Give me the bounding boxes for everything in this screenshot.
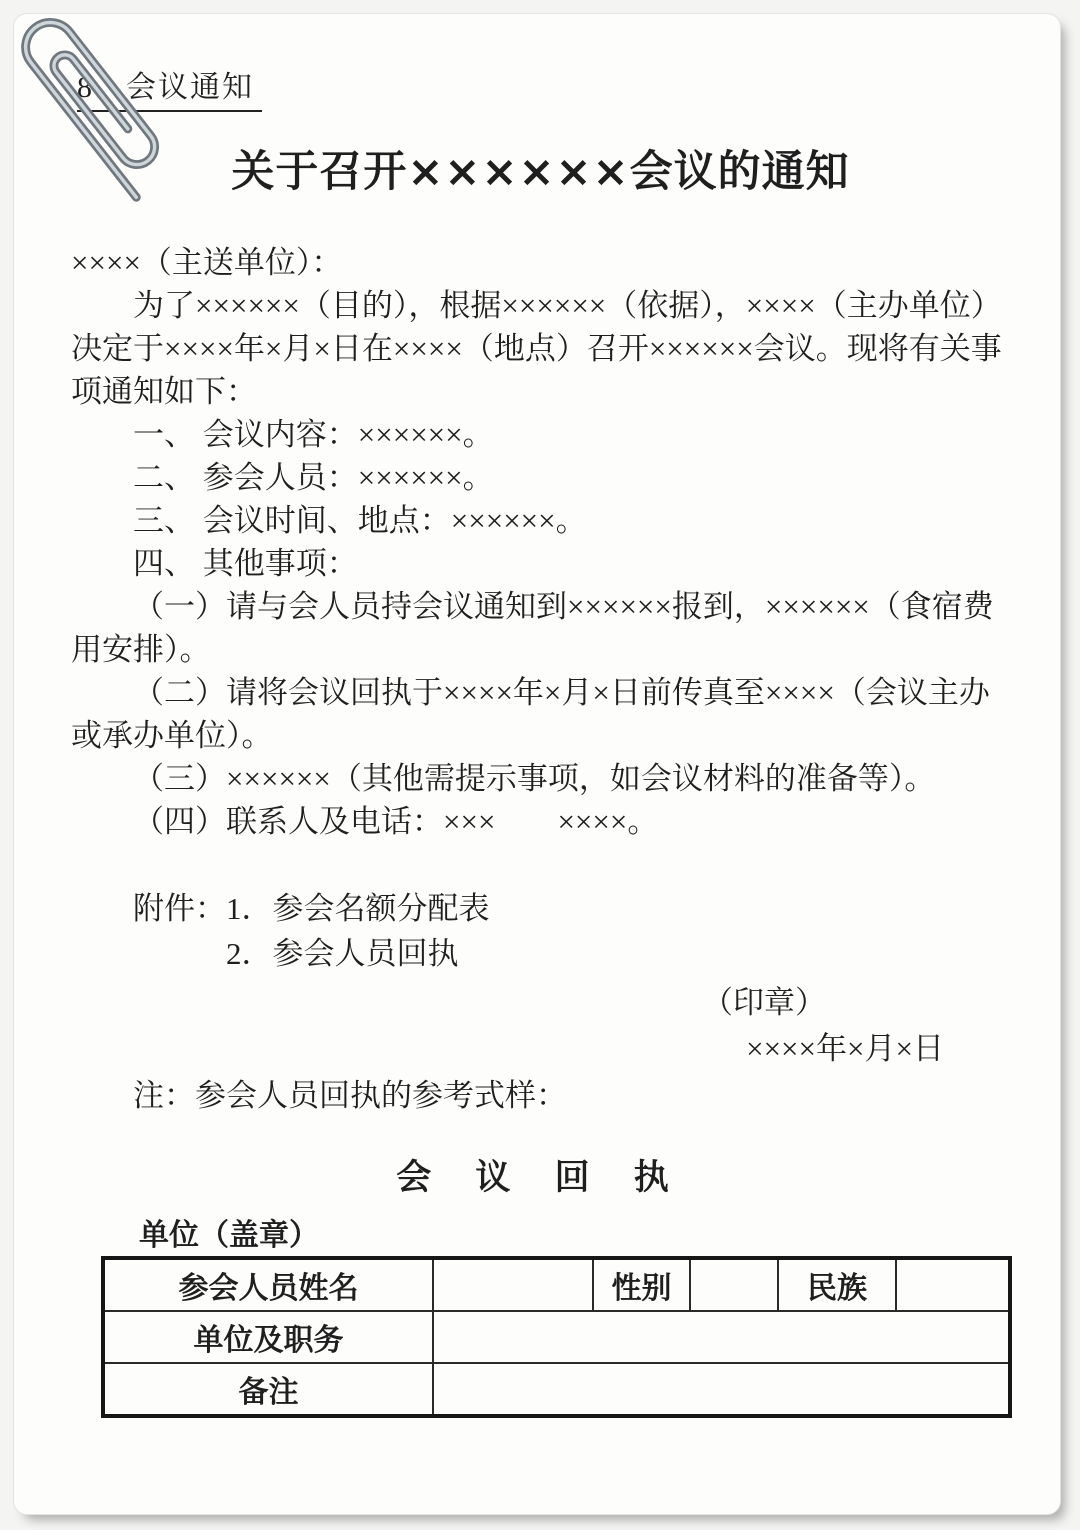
ethnicity-value-cell	[896, 1258, 1010, 1311]
attachments-block	[133, 886, 1010, 976]
reply-form-title: 会 议 回 执	[396, 1158, 685, 1198]
document-title: 关于召开××××××会议的通知	[231, 147, 850, 197]
unit-position-value-cell	[433, 1311, 1010, 1363]
gender-value-cell	[690, 1258, 778, 1311]
table-row	[103, 1363, 1010, 1416]
paragraph-subitem-4: （四）联系人及电话：××× ××××。	[133, 804, 659, 839]
paragraph-subitem-3: （三）××××××（其他需提示事项，如会议材料的准备等）。	[133, 761, 936, 796]
reply-form-table	[101, 1256, 1012, 1418]
signoff-date: ××××年×月×日	[746, 1031, 944, 1066]
paragraph-item-2: 二、 参会人员：××××××。	[133, 460, 494, 495]
paragraph-subitem-1: （一）请与会人员持会议通知到××××××报到，××××××（食宿费用安排）。	[71, 589, 994, 667]
paragraph-subitem-2: （二）请将会议回执于××××年×月×日前传真至××××（会议主办或承办单位）。	[71, 675, 990, 753]
signoff-block	[71, 980, 1010, 1072]
name-label-cell: 参会人员姓名	[103, 1258, 433, 1311]
document-sheet	[13, 13, 1061, 1515]
remarks-label-cell: 备注	[103, 1363, 433, 1416]
note-line: 注：参会人员回执的参考式样：	[133, 1078, 567, 1113]
document-body	[71, 241, 1010, 843]
unit-seal-label: 单位（盖章）	[139, 1219, 319, 1252]
paragraph-intro: 为了××××××（目的），根据××××××（依据），××××（主办单位）决定于××××年×月×日在××××（地点）召开××××××会议。现将有关事项通知如下：	[71, 288, 1002, 409]
table-row	[103, 1258, 1010, 1311]
attachments-label: 附件：	[133, 891, 226, 926]
paperclip-icon	[0, 0, 216, 244]
unit-position-label-cell: 单位及职务	[103, 1311, 433, 1363]
paragraph-item-1: 一、 会议内容：××××××。	[133, 417, 494, 452]
table-row	[103, 1311, 1010, 1363]
remarks-value-cell	[433, 1363, 1010, 1416]
ethnicity-label-cell: 民族	[778, 1258, 896, 1311]
gender-label-cell: 性别	[593, 1258, 690, 1311]
attachment-item-1: 1．参会名额分配表	[226, 891, 490, 926]
seal-placeholder: （印章）	[702, 985, 826, 1020]
paragraph-item-4: 四、 其他事项：	[133, 546, 358, 581]
attachment-item-2: 2．参会人员回执	[226, 936, 459, 971]
name-value-cell	[433, 1258, 593, 1311]
section-heading: 8．会议通知	[77, 62, 262, 112]
paragraph-salutation: ××××（主送单位）：	[71, 245, 343, 280]
paragraph-item-3: 三、 会议时间、地点：××××××。	[133, 503, 587, 538]
